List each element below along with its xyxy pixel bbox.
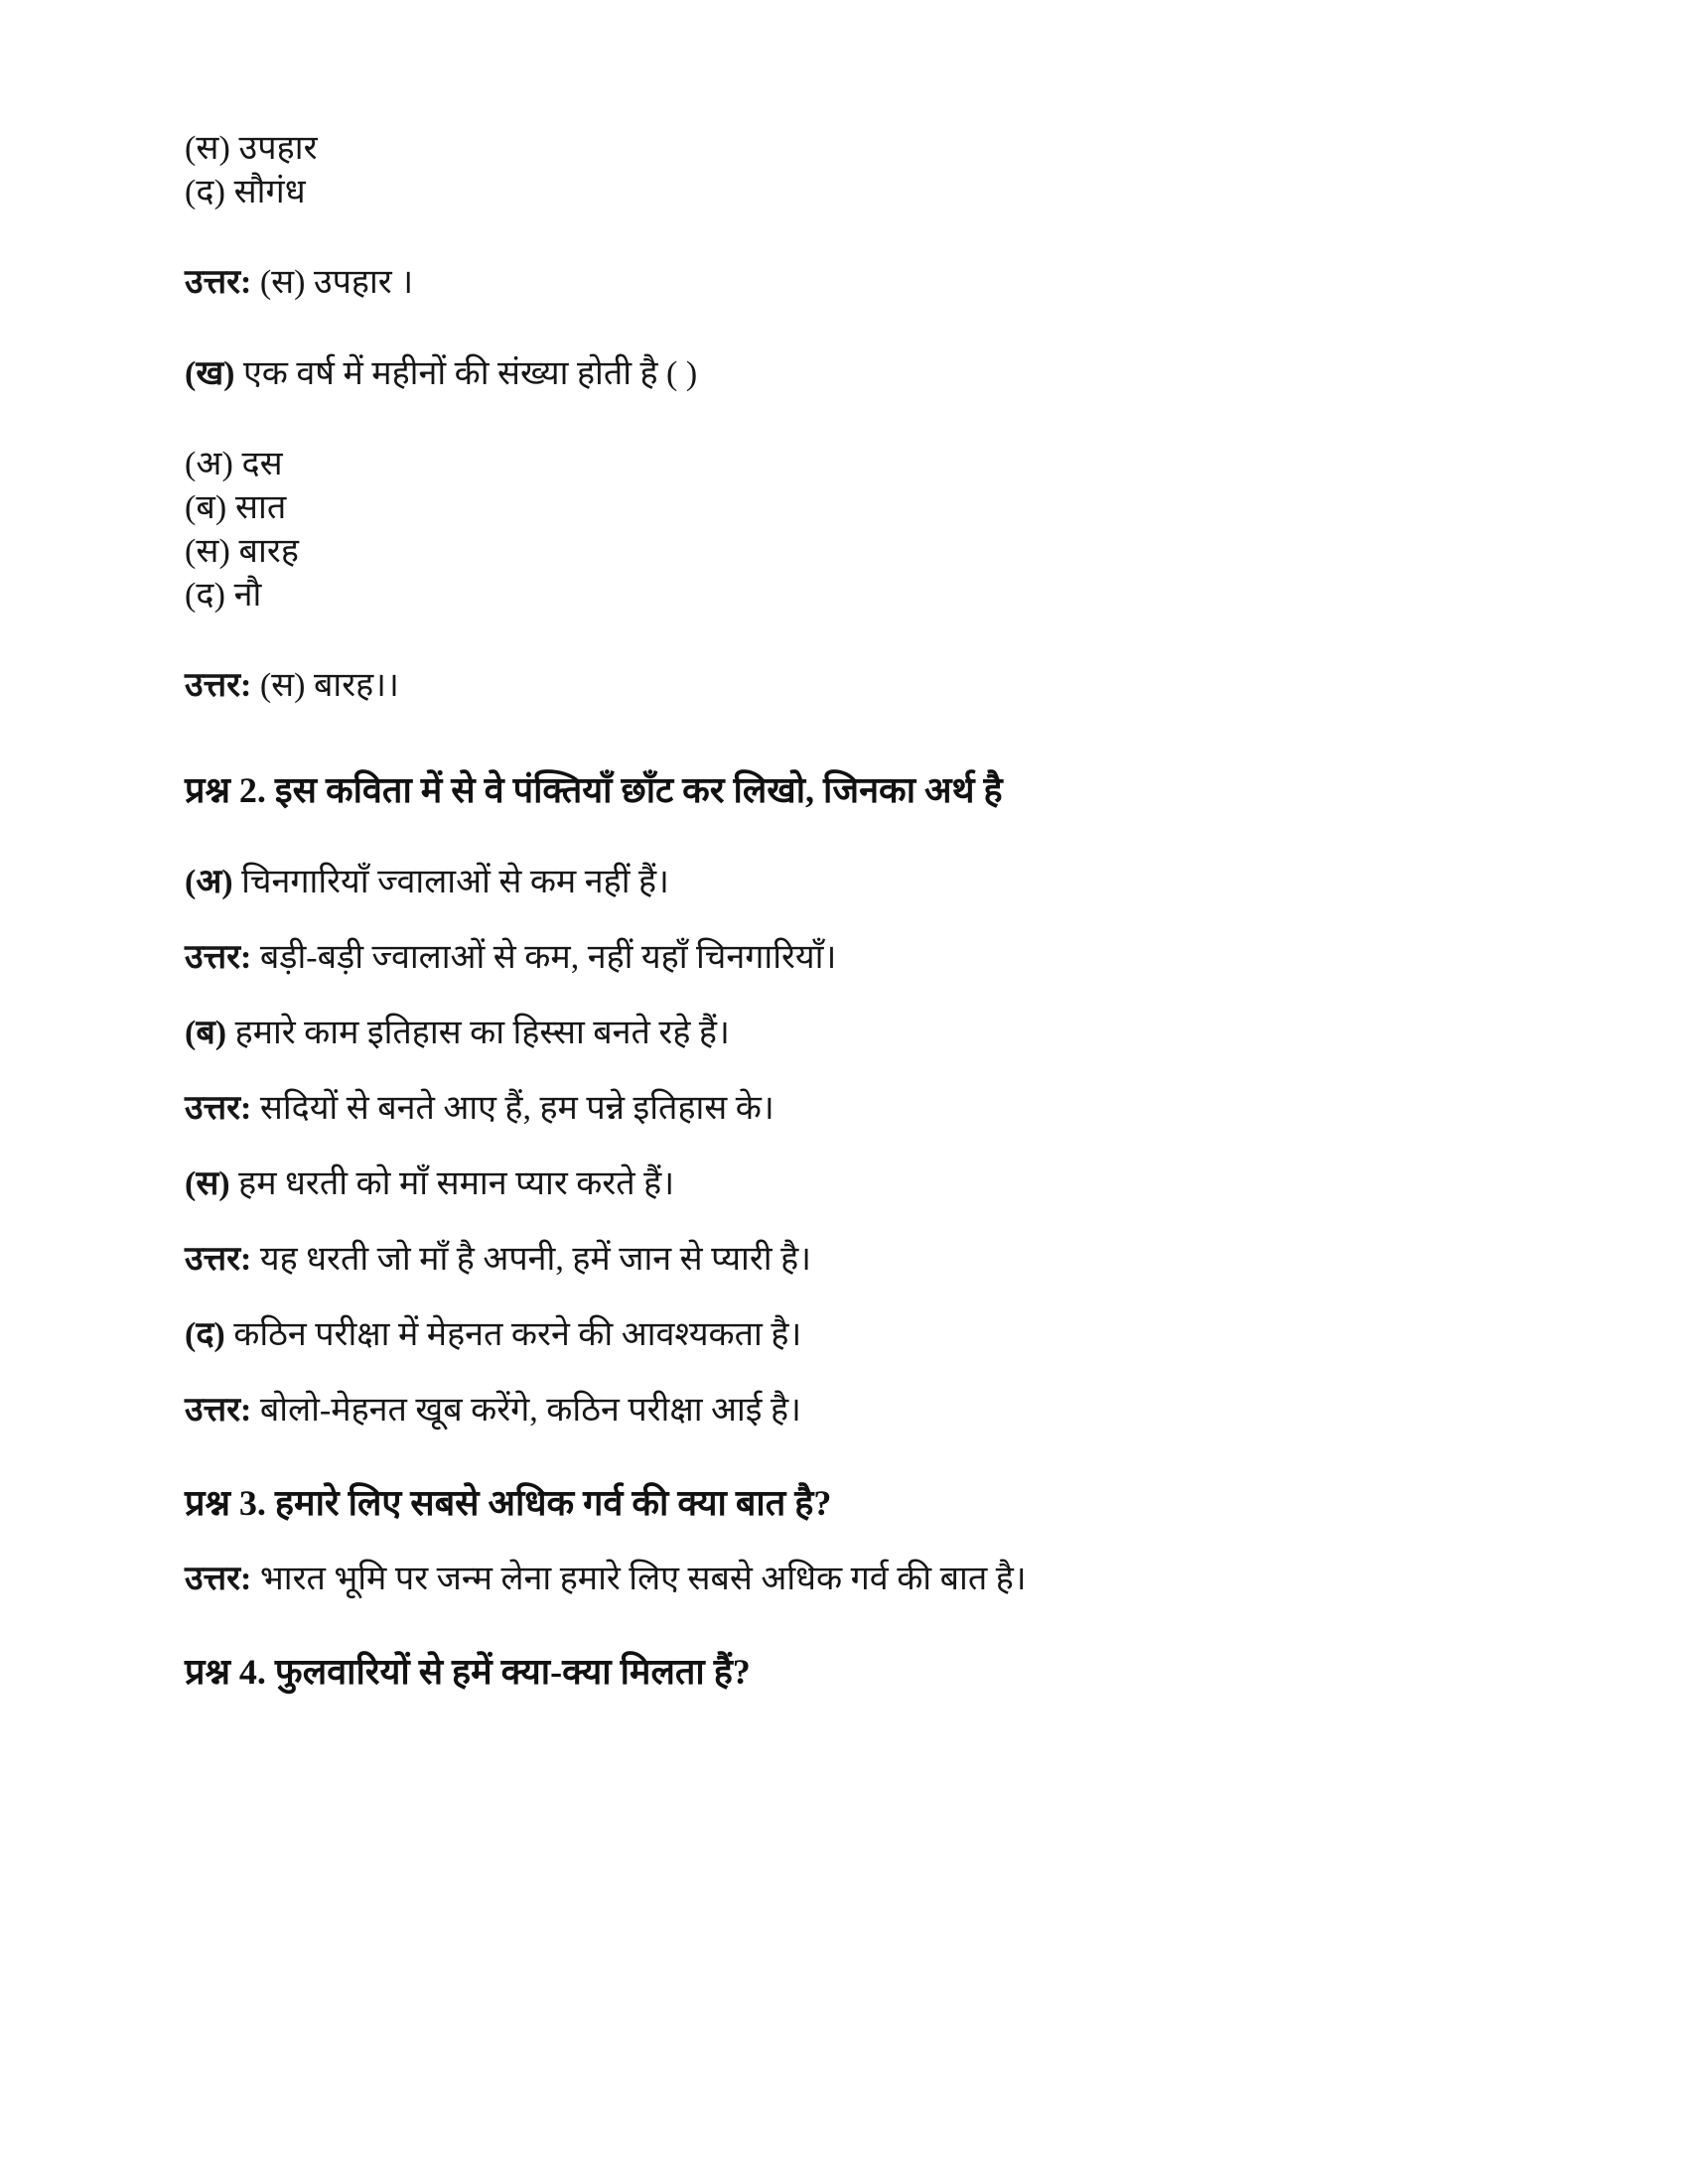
answer-text: भारत भूमि पर जन्म लेना हमारे लिए सबसे अधिक गर्व की बात है। bbox=[251, 1561, 1027, 1597]
spacer bbox=[185, 1527, 1505, 1557]
sub-question-label: (द) bbox=[185, 1316, 225, 1353]
answer-label: उत्तर: bbox=[185, 1090, 252, 1127]
spacer bbox=[185, 306, 1505, 351]
answer-line bbox=[185, 260, 1505, 306]
spacer bbox=[185, 1358, 1505, 1388]
sub-question-kha bbox=[185, 351, 1505, 397]
option-item-a: (अ) दस bbox=[185, 446, 283, 482]
answer-line bbox=[185, 935, 1505, 981]
option-item: (द) सौगंध bbox=[185, 174, 306, 210]
answer-label: उत्तर: bbox=[185, 1561, 252, 1597]
answer-label: उत्तर: bbox=[185, 667, 252, 704]
spacer bbox=[185, 905, 1505, 935]
answer-line bbox=[185, 663, 1505, 709]
spacer bbox=[185, 981, 1505, 1011]
document-body bbox=[185, 127, 1505, 1696]
option-item-d: (द) नौ bbox=[185, 577, 262, 614]
spacer bbox=[185, 617, 1505, 663]
answer-label: उत्तर: bbox=[185, 1392, 252, 1429]
answer-label: उत्तर: bbox=[185, 939, 252, 976]
spacer bbox=[185, 814, 1505, 860]
answer-text: (स) उपहार । bbox=[251, 264, 414, 301]
page-heading-question-3: प्रश्न 3. हमारे लिए सबसे अधिक गर्व की क्या बात है? bbox=[185, 1483, 832, 1523]
answer-line bbox=[185, 1237, 1505, 1283]
answer-line bbox=[185, 1086, 1505, 1132]
spacer bbox=[185, 1132, 1505, 1161]
sub-question-text: एक वर्ष में महीनों की संख्या होती है ( ) bbox=[234, 355, 698, 392]
spacer bbox=[185, 1056, 1505, 1086]
answer-text: (स) बारह।। bbox=[251, 667, 399, 704]
answer-text: सदियों से बनते आए हैं, हम पन्ने इतिहास के। bbox=[251, 1090, 774, 1127]
spacer bbox=[185, 709, 1505, 766]
option-list-question1-kha-tail bbox=[185, 127, 1505, 214]
answer-text: बड़ी-बड़ी ज्वालाओं से कम, नहीं यहाँ चिनगारियाँ। bbox=[251, 939, 837, 976]
option-item: (स) उपहार bbox=[185, 130, 318, 167]
option-list-question1-kha bbox=[185, 443, 1505, 617]
sub-question-q2-a bbox=[185, 860, 1505, 905]
answer-text: यह धरती जो माँ है अपनी, हमें जान से प्यारी है। bbox=[251, 1241, 812, 1278]
page-heading-question-4: प्रश्न 4. फुलवारियों से हमें क्या-क्या मिलता हैं? bbox=[185, 1652, 751, 1692]
answer-label: उत्तर: bbox=[185, 264, 252, 301]
option-item-b: (ब) सात bbox=[185, 489, 287, 526]
spacer bbox=[185, 1283, 1505, 1312]
sub-question-label: (ब) bbox=[185, 1015, 227, 1051]
spacer bbox=[185, 397, 1505, 443]
sub-question-text: हमारे काम इतिहास का हिस्सा बनते रहे हैं। bbox=[226, 1015, 730, 1051]
answer-line bbox=[185, 1557, 1505, 1602]
page-heading-question-2: प्रश्न 2. इस कविता में से वे पंक्तियाँ छाँट कर लिखो, जिनका अर्थ है bbox=[185, 770, 1003, 810]
answer-label: उत्तर: bbox=[185, 1241, 252, 1278]
sub-question-label: (अ) bbox=[185, 864, 233, 900]
answer-text: बोलो-मेहनत खूब करेंगे, कठिन परीक्षा आई है। bbox=[251, 1392, 801, 1429]
answer-line bbox=[185, 1388, 1505, 1433]
spacer bbox=[185, 214, 1505, 260]
sub-question-q2-b bbox=[185, 1011, 1505, 1056]
spacer bbox=[185, 1602, 1505, 1648]
sub-question-label: (स) bbox=[185, 1165, 230, 1202]
sub-question-text: चिनगारियाँ ज्वालाओं से कम नहीं हैं। bbox=[232, 864, 669, 900]
sub-question-q2-s bbox=[185, 1161, 1505, 1207]
sub-question-text: कठिन परीक्षा में मेहनत करने की आवश्यकता है। bbox=[224, 1316, 802, 1353]
option-item-s: (स) बारह bbox=[185, 533, 300, 570]
sub-question-q2-d bbox=[185, 1312, 1505, 1358]
spacer bbox=[185, 1433, 1505, 1479]
sub-question-label: (ख) bbox=[185, 355, 235, 392]
sub-question-text: हम धरती को माँ समान प्यार करते हैं। bbox=[229, 1165, 675, 1202]
spacer bbox=[185, 1207, 1505, 1237]
